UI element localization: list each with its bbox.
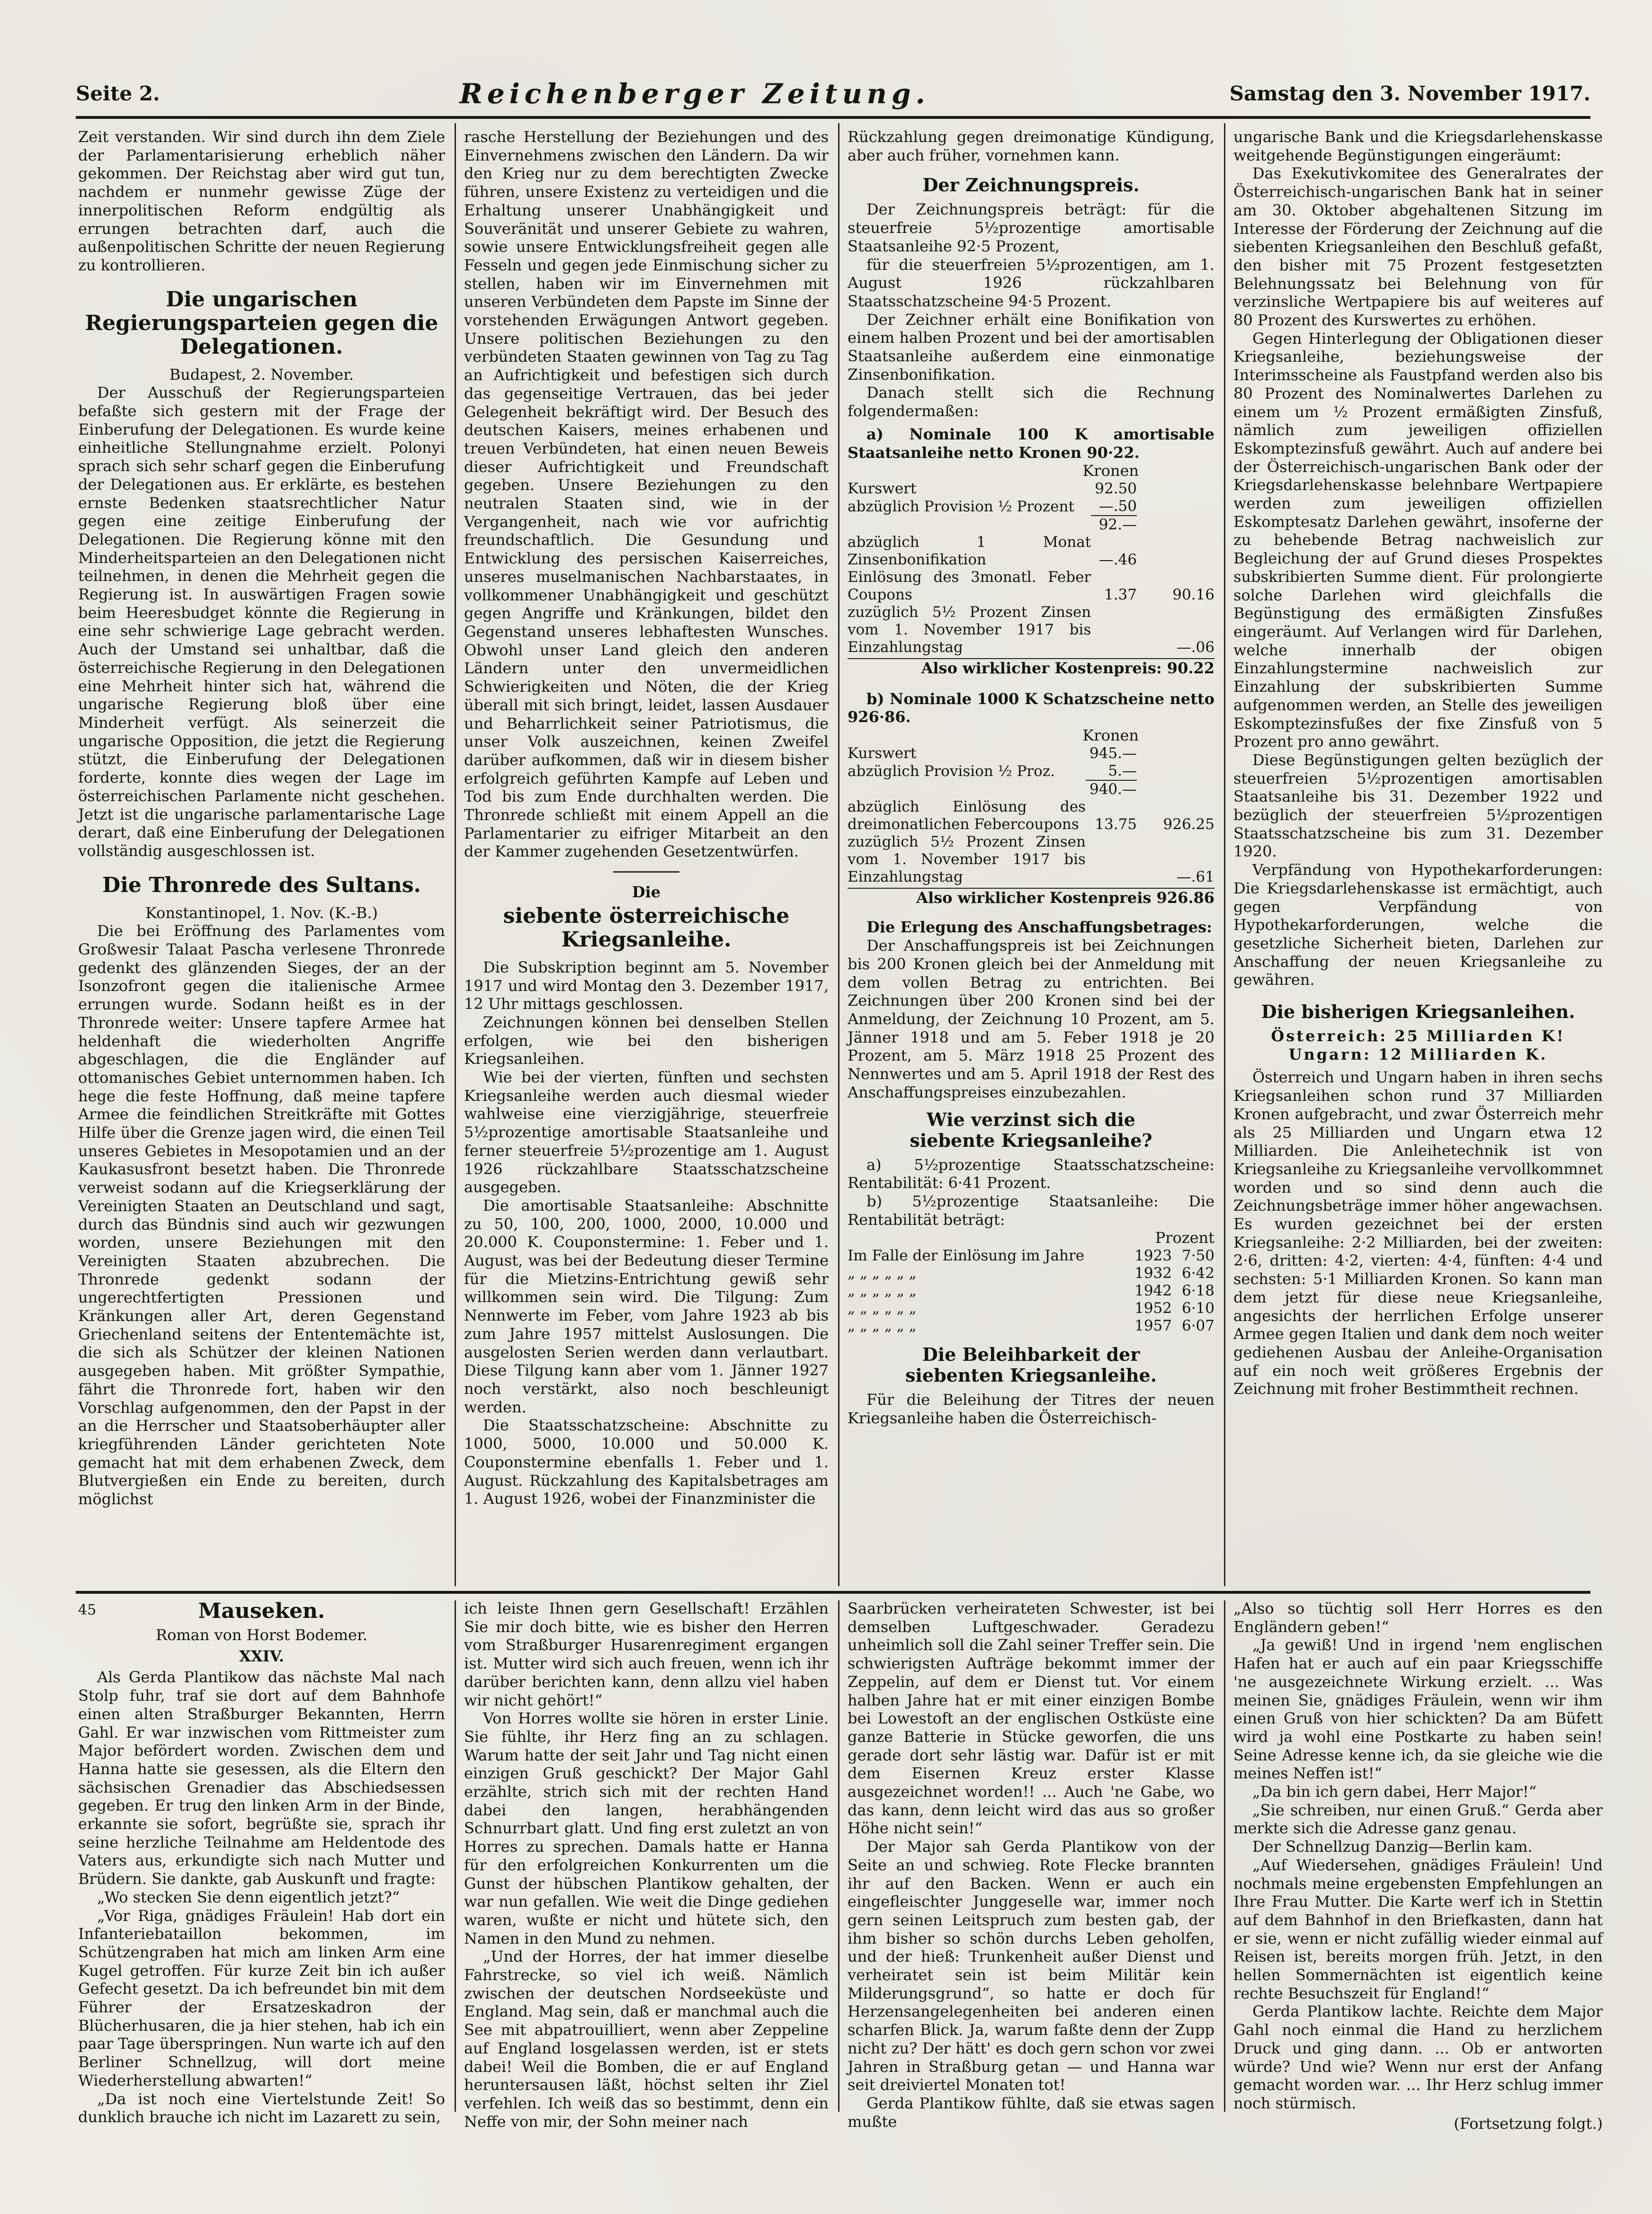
calc-value: 90.16 bbox=[1172, 586, 1214, 603]
unit-label: Kronen bbox=[1082, 462, 1139, 480]
rate-label: Im Falle der Einlösung im Jahre bbox=[848, 1247, 1085, 1265]
section-heading-interest bbox=[848, 1109, 1214, 1151]
calc-value: —.50 bbox=[1098, 497, 1137, 515]
novel-paragraph: „Sie schreiben, nur einen Gruß.“ Gerda aber merkte sich die Adresse ganz genau. bbox=[1233, 1801, 1603, 1838]
column-rule bbox=[455, 123, 456, 1586]
section-heading-previous-loans: Die bisherigen Kriegsanleihen. bbox=[1261, 1001, 1575, 1023]
calc-value: 945.— bbox=[1089, 744, 1137, 762]
column-4 bbox=[1233, 128, 1603, 1586]
feuilleton-column-2 bbox=[464, 1599, 829, 2131]
rate-column-head: Prozent bbox=[1155, 1229, 1214, 1247]
calc-value: —.06 bbox=[1176, 638, 1214, 656]
calc-row bbox=[848, 780, 1214, 798]
calc-value bbox=[1137, 780, 1214, 798]
continuation-note: (Fortsetzung folgt.) bbox=[1454, 2114, 1603, 2133]
rate-pct: 6·42 bbox=[1181, 1265, 1214, 1282]
rate-pct: 6·18 bbox=[1181, 1282, 1214, 1300]
calc-label bbox=[848, 780, 1086, 798]
calc-label: zuzüglich 5½ Prozent Zinsen vom 1. November 1917 bis Einzahlungstag bbox=[848, 833, 1086, 885]
calc-row bbox=[848, 516, 1214, 534]
article-body-sultan: Die bei Eröffnung des Parlamentes vom Großwesir Talaat Pascha verlesene Thronrede gedenkt des glänzenden Sieges, der an der Isonzofront gegen die italienische Armee errungen wurde. Sodann heißt es in der Thronrede weiter: Unsere tapfere Armee hat heldenhaft die wiederholten Angriffe abgeschlagen, die die Engländer auf ottomanisches Gebiet unternommen haben. Ich hege die feste Hoffnung, daß meine tapfere Armee die feindlichen Streitkräfte mit Gottes Hilfe über die Grenze jagen wird, die einen Teil unseres Gebietes in Mesopotamien und an der Kaukasusfront besetzt haben. Die Thronrede verweist sodann auf die Kriegserklärung der Vereinigten Staaten an Deutschland und sagt, durch das Bündnis sind auch wir gezwungen worden, unsere Beziehungen mit den Vereinigten Staaten abzubrechen. Die Thronrede gedenkt sodann der ungerechtfertigten Pressionen und Kränkungen aller Art, deren Gegenstand Griechenland seitens der Ententemächte ist, die sich als Schützer der kleinen Nationen ausgegeben haben. Mit größter Sympathie, fährt die Thronrede fort, haben wir den Vorschlag aufgenommen, den der Papst in der an die Herrscher und Staatsoberhäupter aller kriegführenden Länder gerichteten Note gemacht hat mit dem erhabenen Zweck, dem Blutvergießen ein Ende zu bereiten, durch möglichst bbox=[78, 922, 445, 1509]
column-rule bbox=[1224, 1600, 1225, 2112]
novel-paragraph: „Vor Riga, gnädiges Fräulein! Hab dort ein Infanteriebataillon bekommen, im Schützengraben hat mich am linken Arm eine Kugel getroffen. Für kurze Zeit bin ich außer Gefecht gesetzt. Da ich befreundet bin mit dem Führer der Ersatzeskadron der Blücherhusaren, die ja hier stehen, hab ich ein paar Tage überspringen. Nun warte ich auf den Berliner Schnellzug, will dort meine Wiederherstellung abwarten!“ bbox=[78, 1906, 445, 2089]
calc-row bbox=[848, 798, 1214, 833]
feuilleton-column-3 bbox=[848, 1599, 1214, 2131]
separator-rule bbox=[613, 871, 679, 873]
novel-paragraph: Von Horres wollte sie hören in erster Linie. Sie fühlte, ihr Herz fing an zu schlagen. Warum hatte der seit Jahr und Tag nicht einen einzigen Gruß geschickt? Der Major Gahl erzählte, strich sich mit der rechten Hand dabei den langen, herabhängenden Schnurrbart glatt. Und fing erst zuletzt an von Horres zu sprechen. Damals hatte er Hanna für den erfolgreichen Konkurrenten um die Gunst der hübschen Plantikow gehalten, der war nun gefallen. Wie weit die Dinge gediehen waren, wußte er nicht und hütete sich, den Namen in den Mund zu nehmen. bbox=[464, 1709, 829, 1947]
headline-kicker: Die bbox=[632, 883, 661, 902]
rate-label: „ „ „ „ „ „ bbox=[848, 1282, 917, 1300]
novel-paragraph: „Und der Horres, der hat immer dieselbe Fahrstrecke, so viel ich weiß. Nämlich zwischen der deutschen Nordseeküste und England. Mag sein, daß er manchmal auch die See mit abpatrouilliert, wenn aber Zeppeline auf England losgelassen werden, ist er stets dabei! Weil die Bomben, die er auf England heruntersausen läßt, höchst selten ihr Ziel verfehlen. Ich weiß das so bestimmt, denn ein Neffe von mir, der Sohn meiner nach bbox=[464, 1947, 829, 2131]
calc-row bbox=[848, 569, 1214, 604]
calc-row bbox=[848, 534, 1214, 569]
calc-value: 5.— bbox=[1108, 762, 1137, 779]
paragraph: Für die Beleihung der Titres der neuen Kriegsanleihe haben die Österreichisch- bbox=[848, 1391, 1214, 1427]
novel-paragraph: „Ja gewiß! Und in irgend 'nem englischen Hafen hat er auch auf ein paar Kriegsschiffe 'ne ausgezeichnete Wirkung erzielt. ... Was meinen Sie, gnädiges Fräulein, wenn wir ihm einen Gruß von hier schickten? Da am Büfett wird ja wohl eine Postkarte zu haben sein! Seine Adresse kenne ich, da sie gleiche wie die meines Neffen ist!“ bbox=[1233, 1636, 1603, 1783]
rate-row bbox=[848, 1317, 1214, 1335]
paragraph: Gegen Hinterlegung der Obligationen dieser Kriegsanleihe, beziehungsweise der Interimsscheine als Faustpfand werden also bis 80 Prozent des Nominalwertes Darlehen zu einem um ½ Prozent ermäßigten Zinsfuß, nämlich zum jeweiligen offiziellen Eskomptezinsfuß gewährt. Auch auf andere bei der Österreichisch-ungarischen Bank oder der Kriegsdarlehenskasse belehnbare Wertpapiere werden zum jeweiligen offiziellen Eskomptesatz Darlehen gewährt, insoferne der zu behebende Betrag nachweislich zur Begleichung der auf Grund dieses Prospektes subskribierten Summe dient. Für prolongierte solche Darlehen wird gleichfalls die Begünstigung des ermäßigten Zinsfußes eingeräumt. Auf Verlangen wird für Darlehen, welche innerhalb der obigen Einzahlungstermine nachweislich zur Einzahlung der subskribierten Summe aufgenommen werden, an Stelle des jeweiligen Eskomptezinsfußes der fixe Zinsfuß von 5 Prozent pro anno gewährt. bbox=[1233, 329, 1603, 751]
paragraph: Die amortisable Staatsanleihe: Abschnitte zu 50, 100, 200, 1000, 2000, 10.000 und 20.000 K. Couponstermine: 1. Feber und 1. August, was bei der Bedeutung dieser Termine für die Mietzins-Entrichtung gewiß sehr willkommen sein wird. Die Tilgung: Zum Nennwerte im Feber, vom Jahre 1923 ab bis zum Jahre 1957 mittelst Auslosungen. Die ausgelosten Serien werden dann verlautbart. Diese Tilgung kann aber vom 1. Jänner 1927 noch verstärkt, also noch beschleunigt werden. bbox=[464, 1196, 829, 1416]
novel-paragraph: Gerda Plantikow fühlte, daß sie etwas sagen mußte bbox=[848, 2094, 1214, 2131]
calc-label: abzüglich Provision ½ Proz. bbox=[848, 762, 1055, 780]
calc-value bbox=[1137, 498, 1214, 516]
article-headline-sultan: Die Thronrede des Sultans. bbox=[102, 873, 421, 897]
novel-paragraph: ich leiste Ihnen gern Gesellschaft! Erzählen Sie mir doch bitte, wie es bisher den Herren vom Straßburger Husarenregiment ergangen ist. Mutter wird sich auch freuen, wenn ich ihr darüber berichten kann, denn allzu viel haben wir nicht gehört!“ bbox=[464, 1599, 829, 1709]
section-heading-lending bbox=[848, 1344, 1214, 1386]
rate-pct: 6·10 bbox=[1181, 1300, 1214, 1317]
novel-paragraph: „Da bin ich gern dabei, Herr Major!“ bbox=[1252, 1783, 1537, 1801]
column-rule bbox=[455, 1600, 456, 2112]
issue-date: Samstag den 3. November 1917. bbox=[1229, 82, 1590, 105]
calc-label: Kurswert bbox=[848, 480, 917, 497]
column-3 bbox=[848, 128, 1214, 1586]
feuilleton-rule bbox=[76, 1591, 1590, 1594]
calc-value bbox=[1137, 480, 1214, 498]
column-rule bbox=[838, 1600, 839, 2112]
rate-row bbox=[848, 1300, 1214, 1317]
article-body-delegations: Der Ausschuß der Regierungsparteien befaßte sich gestern mit der Frage der Einberufung der Delegationen. Es wurde keine einheitliche Stellungnahme erzielt. Polonyi sprach sich sehr scharf gegen die Einberufung der Delegationen aus. Er erklärte, es bestehen ernste Bedenken staatsrechtlicher Natur gegen eine zeitige Einberufung der Delegationen. Die Regierung könne mit den Minderheitsparteien an den Delegationen nicht teilnehmen, in denen die Mehrheit gegen die Regierung ist. In auswärtigen Fragen sowie beim Heeresbudget könnte die Regierung in eine sehr schwierige Lage gebracht werden. Auch der Umstand sei unhaltbar, daß die österreichische Regierung in den Delegationen eine Mehrheit hinter sich hat, während die ungarische Regierung bloß über eine Minderheit verfügt. Als seinerzeit die ungarische Opposition, die jetzt die Regierung stützt, die Einberufung der Delegationen forderte, konnte dies wegen der Lage im österreichischen Parlamente nicht geschehen. Jetzt ist die ungarische parlamentarische Lage derart, daß eine Einberufung der Delegationen vollständig ausgeschlossen ist. bbox=[78, 384, 445, 860]
calc-row bbox=[848, 498, 1214, 516]
rate-label: „ „ „ „ „ „ bbox=[848, 1265, 917, 1282]
calc-row bbox=[848, 833, 1214, 886]
calc-value: 926.25 bbox=[1163, 815, 1214, 833]
calc-value bbox=[1137, 516, 1214, 534]
rate-year: 1942 bbox=[1134, 1282, 1172, 1300]
article-continuation: Rückzahlung gegen dreimonatige Kündigung, aber auch früher, vornehmen kann. bbox=[848, 128, 1214, 164]
rate-label: „ „ „ „ „ „ bbox=[848, 1300, 917, 1317]
rate-row bbox=[848, 1265, 1214, 1282]
section-heading-payment: Die Erlegung des Anschaffungsbetrages: bbox=[866, 918, 1212, 937]
paragraph: a) 5½prozentige Staatsschatzscheine: Rentabilität: 6·41 Prozent. bbox=[848, 1155, 1214, 1192]
dateline: Konstantinopel, 1. Nov. (K.-B.) bbox=[145, 903, 378, 922]
paragraph: b) 5½prozentige Staatsanleihe: Die Rentabilität beträgt: bbox=[848, 1192, 1214, 1229]
feuilleton-head bbox=[78, 1599, 445, 1623]
page-number: Seite 2. bbox=[76, 82, 160, 105]
paragraph: Die Subskription beginnt am 5. November 1917 und wird Montag den 3. Dezember 1917, 12 Uhr mittags geschlossen. bbox=[464, 958, 829, 1013]
feuilleton-text bbox=[848, 1599, 1214, 2131]
installment-number: 45 bbox=[78, 1602, 97, 1618]
calc-value: —.46 bbox=[1098, 551, 1137, 568]
calc-title-b: b) Nominale 1000 K Schatzscheine netto 926·86. bbox=[848, 689, 1214, 726]
paragraph: Der Zeichner erhält eine Bonifikation von einem halben Prozent und bei der amortisablen Staatsanleihe außerdem eine einmonatige Zinsenbonifikation. bbox=[848, 310, 1214, 384]
paragraph: Wie bei der vierten, fünften und sechsten Kriegsanleihe werden auch diesmal wieder wahlweise eine vierzigjährige, steuerfreie 5½prozentige amortisable Staatsanleihe und ferner steuerfreie 5½prozentige am 1. August 1926 rückzahlbare Staatsschatzscheine ausgegeben. bbox=[464, 1068, 829, 1196]
article-continuation: rasche Herstellung der Beziehungen und des Einvernehmens zwischen den Ländern. Da wir den Krieg nur zu dem berechtigten Zwecke führen, unsere Existenz zu verteidigen und die Erhaltung unserer Unabhängigkeit und Souveränität und unserer Gebiete zu wahren, sowie unsere Entwicklungsfreiheit gegen alle Fesseln und gegen jede Einmischung sicher zu stellen, haben wir im Einvernehmen mit unseren Verbündeten dem Papste im Sinne der vorstehenden Erwägungen Antwort gegeben. Unsere politischen Beziehungen zu den verbündeten Staaten gewinnen von Tag zu Tag an Aufrichtigkeit und befestigen sich durch das gegenseitige Vertrauen, das bei jeder Gelegenheit bekräftigt wird. Der Besuch des deutschen Kaisers, meines erhabenen und treuen Verbündeten, hat einen neuen Beweis dieser Aufrichtigkeit und Freundschaft gegeben. Unsere Beziehungen zu den neutralen Staaten sind, wie in der Vergangenheit, nach wie vor aufrichtig freundschaftlich. Die Gesundung und Entwicklung des persischen Kaiserreiches, unseres muselmanischen Nachbarstaates, in vollkommener Unabhängigkeit und geschützt gegen Angriffe und Kränkungen, bildet den Gegenstand unseres lebhaftesten Wunsches. Obwohl unser Land gleich den anderen Ländern unter den unvermeidlichen Schwierigkeiten und Nöten, die der Krieg überall mit sich bringt, leidet, lassen Ausdauer und Beharrlichkeit seiner Patriotismus, die unser Volk auszeichnen, keinen Zweifel darüber aufkommen, daß wir in diesem bisher erfolgreich geführten Kampfe auf Leben und Tod bis zum Ende durchhalten werden. Die Thronrede schließt mit einem Appell an die Parlamentarier zu eifriger Mitarbeit an den der Kammer zugehenden Gesetzentwürfen. bbox=[464, 128, 829, 861]
calc-row bbox=[848, 604, 1214, 656]
article-headline-war-loan: siebente österreichische Kriegsanleihe. bbox=[503, 903, 790, 952]
novel-paragraph: Gerda Plantikow lachte. Reichte dem Major Gahl noch einmal die Hand zu herzlichem Druck und ging dann. ... Ob er antworten würde? Und wie? Wenn nur erst der Anfang gemacht worden war. ... Ihr Herz schlug immer noch stürmisch. bbox=[1233, 2002, 1603, 2112]
calc-total-b: Also wirklicher Kostenpreis 926.86 bbox=[848, 888, 1214, 907]
calc-title-a: a) Nominale 100 K amortisable Staatsanleihe netto Kronen 90·22. bbox=[848, 425, 1214, 462]
feuilleton-title: Mauseken. bbox=[198, 1599, 325, 1623]
calc-value: 92.— bbox=[1091, 516, 1137, 534]
loan-total-austria: Österreich: 25 Milliarden K! bbox=[1271, 1027, 1565, 1045]
rate-year: 1952 bbox=[1134, 1300, 1172, 1317]
paragraph: Österreich und Ungarn haben in ihren sechs Kriegsanleihen schon rund 37 Milliarden Kronen aufgebracht, und zwar Österreich mehr als 25 Milliarden und Ungarn etwa 12 Milliarden. Die Anleihetechnik ist von Kriegsanleihe zu Kriegsanleihe vervollkommnet worden und so sind denn auch die Zeichnungsbeträge immer höher angewachsen. Es wurden gezeichnet bei der ersten Kriegsanleihe: 2·2 Milliarden, bei der zweiten: 2·6, dritten: 4·2, vierten: 4·4, fünften: 4·4 und sechsten: 5·1 Milliarden Kronen. So kann man dem jetzt für diese neue Kriegsanleihe, angesichts der herrlichen Erfolge unserer Armee gegen Italien und dank dem noch weiter gediehenen Ausbau der Anleihe-Organisation auf ein noch weit größeres Ergebnis der Zeichnung mit froher Bestimmtheit rechnen. bbox=[1233, 1068, 1603, 1398]
feuilleton-column-1 bbox=[78, 1599, 445, 2126]
calc-value: 92.50 bbox=[1095, 480, 1137, 497]
column-rule bbox=[838, 123, 839, 1586]
novel-paragraph: „Wo stecken Sie denn eigentlich jetzt?“ bbox=[97, 1888, 400, 1906]
calc-value: 1.37 bbox=[1104, 586, 1137, 603]
novel-paragraph: Als Gerda Plantikow das nächste Mal nach Stolp fuhr, traf sie dort auf dem Bahnhofe einen alten Straßburger Bekannten, Herrn Gahl. Er war inzwischen vom Rittmeister zum Major befördert worden. Zwischen dem und Hanna hatte sie gesessen, als die Eltern den sächsischen Grenadier das Abschiedsessen gegeben. Er trug den linken Arm in der Binde, erkannte sie sofort, begrüßte sie, sprach ihr seine herzliche Teilnahme am Heldentode des Vaters aus, erkundigte sich nach Mutter und Brüdern. Sie dankte, gab Auskunft und fragte: bbox=[78, 1668, 445, 1888]
rate-label: „ „ „ „ „ „ bbox=[848, 1317, 917, 1335]
paragraph: für die steuerfreien 5½prozentigen, am 1. August 1926 rückzahlbaren Staatsschatzscheine 94·5 Prozent. bbox=[848, 255, 1214, 310]
heading-line: Wie verzinst sich die bbox=[927, 1108, 1135, 1130]
dateline: Budapest, 2. November. bbox=[169, 365, 354, 384]
feuilleton-text bbox=[464, 1599, 829, 2131]
unit-label: Kronen bbox=[1082, 726, 1139, 745]
heading-line: Die Beleihbarkeit der bbox=[922, 1344, 1140, 1366]
calc-value bbox=[1091, 604, 1137, 656]
calc-row bbox=[848, 480, 1214, 498]
calc-table-a bbox=[848, 480, 1214, 656]
rate-pct: 6·07 bbox=[1181, 1317, 1214, 1335]
column-1 bbox=[78, 128, 445, 1586]
paragraph: Der Anschaffungspreis ist bei Zeichnungen bis 200 Kronen gleich bei der Anmeldung mit dem vollen Betrag zu entrichten. Bei Zeichnungen über 200 Kronen sind bei der Anmeldung, der Zeichnung 10 Prozent, am 5. Jänner 1918 und am 5. Feber 1918 je 20 Prozent, am 5. März 1918 25 Prozent des Nennwertes und am 5. April 1918 der Rest des Anschaffungspreises einzubezahlen. bbox=[848, 937, 1214, 1101]
novel-paragraph: Saarbrücken verheirateten Schwester, ist bei demselben Luftgeschwader. Geradezu unheimlich soll die Zahl seiner Treffer sein. Die schwierigsten Aufträge bekommt immer der Zeppelin, auf dem er Dienst tut. Vor einem halben Jahre hat er mit einer einzigen Bombe bei Lowestoft an der englischen Ostküste eine ganze Batterie in Stücke geworfen, die uns gerade dort sehr lästig war. Dafür ist er mit dem Eisernen Kreuz erster Klasse ausgezeichnet worden!! ... Auch 'ne Gabe, wo das kann, denn leicht wird das aus so großer Höhe nicht sein!“ bbox=[848, 1599, 1214, 1838]
calc-row bbox=[848, 745, 1214, 762]
novel-paragraph: „Also so tüchtig soll Herr Horres es den Engländern geben!“ bbox=[1233, 1599, 1603, 1636]
column-2 bbox=[464, 128, 829, 1586]
calc-value bbox=[1137, 534, 1214, 569]
calc-value: —.61 bbox=[1176, 868, 1214, 885]
rate-pct: 7·50 bbox=[1181, 1247, 1214, 1265]
calc-label: zuzüglich 5½ Prozent Zinsen vom 1. November 1917 bis Einzahlungstag bbox=[848, 603, 1091, 656]
rate-year: 1932 bbox=[1134, 1265, 1172, 1282]
rate-year: 1957 bbox=[1134, 1317, 1172, 1335]
novel-paragraph: „Da ist noch eine Viertelstunde Zeit! So dunklich brauche ich nicht im Lazarett zu sein, bbox=[78, 2089, 445, 2126]
calc-value bbox=[1137, 745, 1214, 762]
calc-row bbox=[848, 762, 1214, 780]
calc-label: abzüglich 1 Monat Zinsenbonifikation bbox=[848, 533, 1091, 568]
novel-paragraph: Der Schnellzug Danzig—Berlin kam. bbox=[1252, 1838, 1533, 1856]
paragraph: Diese Begünstigungen gelten bezüglich der steuerfreien 5½prozentigen amortisablen Staatsanleihe bis 31. Dezember 1922 und bezüglich der steuerfreien 5½prozentigen Staatsschatzscheine bis zum 31. Dezember 1920. bbox=[1233, 750, 1603, 861]
novel-paragraph: „Auf Wiedersehen, gnädiges Fräulein! Und nochmals meine ergebensten Empfehlungen an Ihre Frau Mutter. Die Karte werf ich in Stettin auf dem Bahnhof in den Briefkasten, dann hat er sie, wenn er nicht zufällig wieder einmal auf Reisen ist, bereits morgen früh. Jetzt, in den hellen Sommernächten ist eigentlich keine rechte Besuchszeit für England!“ bbox=[1233, 1856, 1603, 2002]
article-continuation: Zeit verstanden. Wir sind durch ihn dem Ziele der Parlamentarisierung erheblich näher gekommen. Der Reichstag aber wird gut tun, nachdem er nunmehr gewisse Züge der innerpolitischen Reform endgültig als errungen betrachten darf, auch die außenpolitischen Schritte der neuen Regierung zu kontrollieren. bbox=[78, 128, 445, 274]
heading-line: siebenten Kriegsanleihe. bbox=[905, 1365, 1157, 1386]
chapter-number: XXIV. bbox=[239, 1647, 284, 1665]
calc-label bbox=[848, 516, 1091, 534]
calc-value: 940.— bbox=[1086, 780, 1137, 798]
section-heading-price: Der Zeichnungspreis. bbox=[922, 174, 1140, 196]
calc-value bbox=[1137, 762, 1214, 780]
feuilleton-byline: Roman von Horst Bodemer. bbox=[155, 1626, 368, 1644]
calc-value bbox=[1086, 833, 1137, 886]
paragraph: Der Zeichnungspreis beträgt: für die steuerfreie 5½prozentige amortisable Staatsanleihe 92·5 Prozent, bbox=[848, 200, 1214, 255]
feuilleton-text bbox=[78, 1668, 445, 2126]
calc-total-a: Also wirklicher Kostenpreis: 90.22 bbox=[848, 658, 1214, 678]
paragraph: Die Staatsschatzscheine: Abschnitte zu 1000, 5000, 10.000 und 50.000 K. Couponstermine ebenfalls 1. Feber und 1. August. Rückzahlung des Kapitalsbetrages am 1. August 1926, wobei der Finanzminister die bbox=[464, 1416, 829, 1508]
calc-label: abzüglich Einlösung des dreimonatlichen Febercoupons bbox=[848, 798, 1086, 833]
paragraph: Verpfändung von Hypothekarforderungen: Die Kriegsdarlehenskasse ist ermächtigt, auch gegen Verpfändung von Hypothekarforderungen, welche die gesetzliche Sicherheit bieten, Darlehen zur Anschaffung der neuen Kriegsanleihe zu gewähren. bbox=[1233, 861, 1603, 989]
calc-label: Kurswert bbox=[848, 744, 917, 762]
calc-value: 13.75 bbox=[1095, 815, 1137, 833]
paragraph: Das Exekutivkomitee des Generalrates der Österreichisch-ungarischen Bank hat in seiner am 30. Oktober abgehaltenen Sitzung im Interesse der Förderung der Zeichnung auf die siebenten Kriegsanleihen den Beschluß gefaßt, den bisher mit 75 Prozent festgesetzten Belehnungssatz bei Belehnung von für verzinsliche Wertpapiere bis auf weiteres auf 80 Prozent des Kurswertes zu erhöhen. bbox=[1233, 164, 1603, 330]
article-headline-delegations: Die ungarischen Regierungsparteien gegen die Delegationen. bbox=[85, 287, 438, 359]
rate-row bbox=[848, 1282, 1214, 1300]
rate-row bbox=[848, 1247, 1214, 1265]
rate-year: 1923 bbox=[1134, 1247, 1172, 1265]
masthead: Reichenberger Zeitung. bbox=[459, 77, 930, 110]
loan-total-hungary: Ungarn: 12 Milliarden K. bbox=[1288, 1045, 1548, 1063]
novel-paragraph: Der Major sah Gerda Plantikow von der Seite an und schwieg. Rote Flecke brannten ihr auf den Backen. Wenn er auch ein eingefleischter Junggeselle war, immer noch gern seinen Leitspruch zum besten gab, der ihm bisher so schön durchs Leben geholfen, und der hieß: Trunkenheit außer Dienst und verheiratet sein ist beim Militär kein Milderungsgrund“, so hatte er doch für Herzensangelegenheiten bei anderen einen scharfen Blick. Ja, warum faßte denn der Zupp nicht zu? Der hätt' es doch gern schon vor zwei Jahren in Straßburg getan — und Hanna war seit dreiviertel Monaten tot! bbox=[848, 1838, 1214, 2094]
page-header bbox=[76, 71, 1590, 119]
feuilleton-text bbox=[1233, 1599, 1603, 2113]
paragraph: Danach stellt sich die Rechnung folgendermaßen: bbox=[848, 384, 1214, 420]
calc-label: Einlösung des 3monatl. Feber Coupons bbox=[848, 568, 1091, 603]
article-continuation: ungarische Bank und die Kriegsdarlehenskasse weitgehende Begünstigungen eingeräumt: bbox=[1233, 128, 1603, 164]
feuilleton-column-4 bbox=[1233, 1599, 1603, 2133]
column-rule bbox=[1224, 123, 1225, 1586]
heading-line: siebente Kriegsanleihe? bbox=[910, 1129, 1152, 1151]
paragraph: Zeichnungen können bei denselben Stellen erfolgen, wie bei den bisherigen Kriegsanleihen. bbox=[464, 1013, 829, 1068]
calc-label: abzüglich Provision ½ Prozent bbox=[848, 498, 1074, 515]
calc-table-b bbox=[848, 745, 1214, 886]
interest-rate-table bbox=[848, 1247, 1214, 1335]
